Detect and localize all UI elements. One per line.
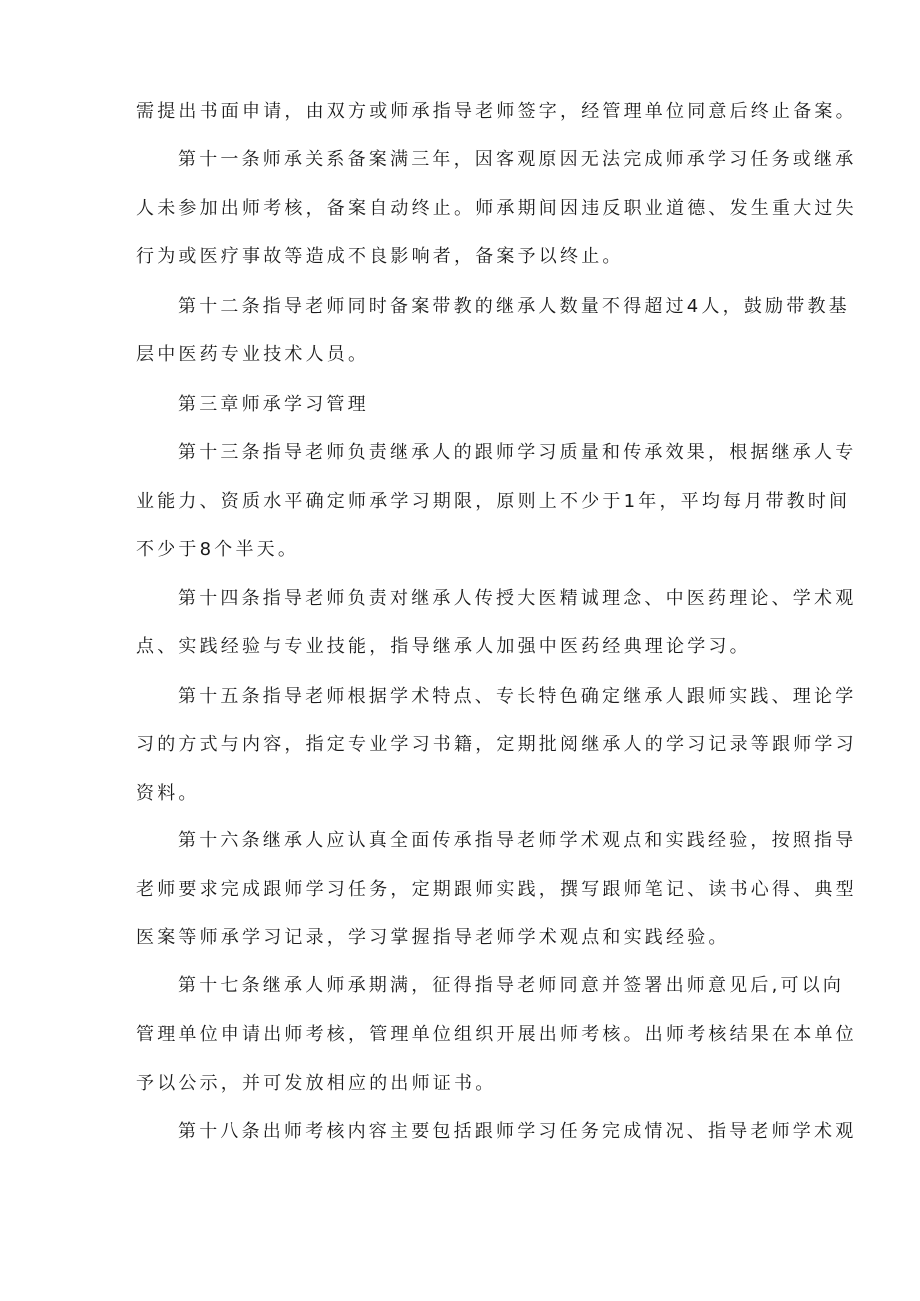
- article-17-line-2: 管理单位申请出师考核，管理单位组织开展出师考核。出师考核结果在本单位: [136, 1024, 857, 1045]
- article-12-line-1: 第十二条指导老师同时备案带教的继承人数量不得超过4人，鼓励带教基: [178, 296, 850, 317]
- article-11-line-3: 行为或医疗事故等造成不良影响者，备案予以终止。: [136, 246, 624, 267]
- chapter-heading: 第三章师承学习管理: [178, 394, 369, 415]
- article-16-line-2: 老师要求完成跟师学习任务，定期跟师实践，撰写跟师笔记、读书心得、典型: [136, 879, 857, 900]
- article-15-line-1: 第十五条指导老师根据学术特点、专长特色确定继承人跟师实践、理论学: [178, 686, 857, 707]
- article-17-line-3: 予以公示，并可发放相应的出师证书。: [136, 1073, 497, 1094]
- article-14-line-2: 点、实践经验与专业技能，指导继承人加强中医药经典理论学习。: [136, 636, 751, 657]
- article-15-line-3: 资料。: [136, 783, 200, 804]
- article-17-line-1: 第十七条继承人师承期满，征得指导老师同意并签署出师意见后,可以向: [178, 975, 845, 996]
- article-16-line-1: 第十六条继承人应认真全面传承指导老师学术观点和实践经验，按照指导: [178, 830, 857, 851]
- article-12-line-2: 层中医药专业技术人员。: [136, 344, 370, 365]
- article-13-line-3: 不少于8个半天。: [136, 539, 300, 560]
- article-11-line-2: 人未参加出师考核，备案自动终止。师承期间因违反职业道德、发生重大过失: [136, 198, 857, 219]
- article-18-line-1: 第十八条出师考核内容主要包括跟师学习任务完成情况、指导老师学术观: [178, 1121, 857, 1142]
- text-line: 需提出书面申请，由双方或师承指导老师签字，经管理单位同意后终止备案。: [136, 101, 857, 122]
- article-16-line-3: 医案等师承学习记录，学习掌握指导老师学术观点和实践经验。: [136, 927, 730, 948]
- article-13-line-2: 业能力、资质水平确定师承学习期限，原则上不少于1年，平均每月带教时间: [136, 491, 851, 512]
- article-13-line-1: 第十三条指导老师负责继承人的跟师学习质量和传承效果，根据继承人专: [178, 442, 857, 463]
- article-15-line-2: 习的方式与内容，指定专业学习书籍，定期批阅继承人的学习记录等跟师学习: [136, 734, 857, 755]
- article-11-line-1: 第十一条师承关系备案满三年，因客观原因无法完成师承学习任务或继承: [178, 149, 857, 170]
- article-14-line-1: 第十四条指导老师负责对继承人传授大医精诚理念、中医药理论、学术观: [178, 588, 857, 609]
